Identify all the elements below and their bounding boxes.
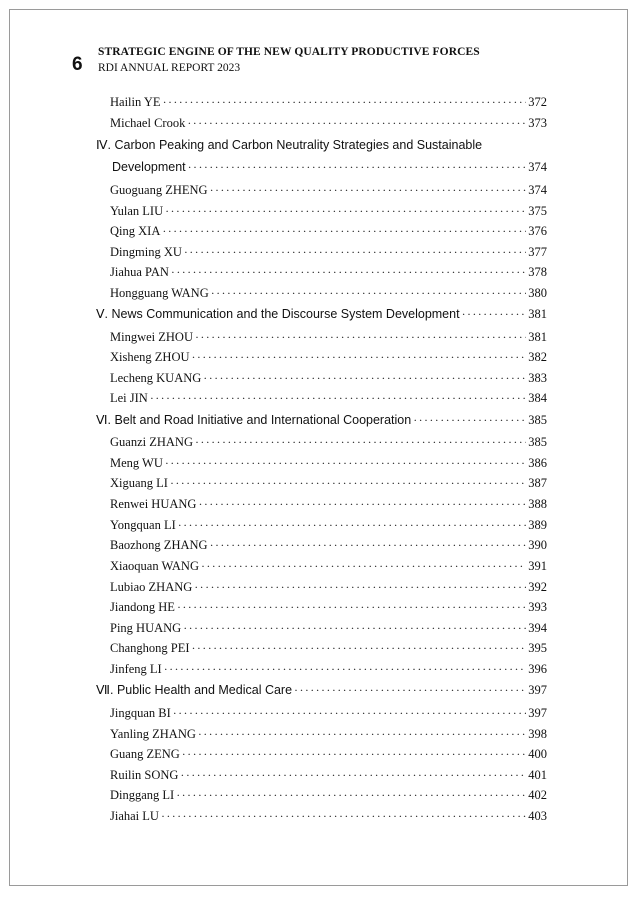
toc-entry-page: 391	[528, 559, 547, 573]
toc-entry-page: 375	[528, 204, 547, 218]
toc-section-heading[interactable]	[96, 306, 547, 322]
leader-dots	[177, 600, 526, 615]
toc-section-title: Development	[112, 160, 186, 174]
toc-entry-name: Xiguang LI	[110, 476, 168, 490]
toc-entry[interactable]	[110, 559, 547, 574]
toc-entry[interactable]	[110, 330, 547, 345]
leader-dots	[182, 747, 526, 762]
toc-entry-name: Jingquan BI	[110, 706, 171, 720]
leader-dots	[198, 497, 526, 512]
toc-entry-page: 376	[528, 224, 547, 238]
toc-section-title: Ⅴ. News Communication and the Discourse System Development	[96, 307, 460, 321]
toc-entry-page: 383	[528, 371, 547, 385]
leader-dots	[165, 456, 526, 471]
toc-section-page: 381	[528, 307, 547, 321]
leader-dots	[211, 286, 527, 301]
toc-entry[interactable]	[110, 538, 547, 553]
toc-entry-page: 402	[528, 788, 547, 802]
toc-entry-name: Xisheng ZHOU	[110, 350, 190, 364]
leader-dots	[195, 435, 526, 450]
toc-entry-name: Dinggang LI	[110, 788, 175, 802]
leader-dots	[176, 788, 526, 803]
leader-dots	[192, 350, 527, 365]
toc-section-page: 385	[528, 413, 547, 427]
toc-entry-name: Xiaoquan WANG	[110, 559, 199, 573]
toc-section-heading-line2[interactable]	[96, 160, 547, 175]
toc-entry-page: 389	[528, 518, 547, 532]
leader-dots	[173, 706, 526, 721]
leader-dots	[180, 768, 526, 783]
toc-entry[interactable]	[110, 265, 547, 280]
toc-entry-name: Meng WU	[110, 456, 163, 470]
leader-dots	[187, 116, 526, 131]
toc-entry-name: Ping HUANG	[110, 621, 182, 635]
toc-entry-page: 385	[528, 435, 547, 449]
toc-entry-name: Guanzi ZHANG	[110, 435, 193, 449]
leader-dots	[163, 95, 527, 110]
toc-entry-name: Jiandong HE	[110, 600, 175, 614]
toc-entry[interactable]	[110, 621, 547, 636]
toc-entry-name: Hongguang WANG	[110, 286, 209, 300]
toc-entry-name: Yulan LIU	[110, 204, 164, 218]
leader-dots	[192, 641, 527, 656]
leader-dots	[164, 662, 527, 677]
toc-entry-name: Lecheng KUANG	[110, 371, 202, 385]
toc-entry-page: 396	[528, 662, 547, 676]
toc-entry[interactable]	[110, 518, 547, 533]
toc-entry[interactable]	[110, 476, 547, 491]
toc-entry-name: Qing XIA	[110, 224, 161, 238]
toc-entry[interactable]	[110, 245, 547, 260]
toc-entry-page: 373	[528, 116, 547, 130]
toc-entry[interactable]	[110, 497, 547, 512]
toc-entry-name: Jiahai LU	[110, 809, 159, 823]
toc-section-page: 397	[528, 683, 547, 697]
toc-entry-page: 381	[528, 330, 547, 344]
leader-dots	[162, 224, 526, 239]
toc-entry-name: Ruilin SONG	[110, 768, 179, 782]
leader-dots	[210, 538, 527, 553]
toc-entry-page: 400	[528, 747, 547, 761]
leader-dots	[165, 204, 526, 219]
toc-entry-name: Dingming XU	[110, 245, 182, 259]
toc-entry-page: 398	[528, 727, 547, 741]
toc-entry[interactable]	[110, 371, 547, 386]
toc-entry[interactable]	[110, 116, 547, 131]
toc-entry-page: 380	[528, 286, 547, 300]
toc-entry-page: 393	[528, 600, 547, 614]
leader-dots	[178, 518, 527, 533]
toc-entry-page: 397	[528, 706, 547, 720]
toc-entry-page: 401	[528, 768, 547, 782]
toc-section-page: 374	[528, 160, 547, 174]
toc-entry-page: 403	[528, 809, 547, 823]
toc-entry-page: 395	[528, 641, 547, 655]
toc-entry-name: Hailin YE	[110, 95, 161, 109]
leader-dots	[203, 371, 526, 386]
toc-entry[interactable]	[110, 391, 547, 406]
leader-dots	[210, 183, 527, 198]
toc-section-heading-line1[interactable]: Ⅳ. Carbon Peaking and Carbon Neutrality Strategies and Sustainable	[96, 138, 483, 152]
toc-entry-page: 374	[528, 183, 547, 197]
toc-entry-name: Baozhong ZHANG	[110, 538, 208, 552]
toc-entry-page: 378	[528, 265, 547, 279]
leader-dots	[294, 683, 526, 698]
toc-entry-page: 372	[528, 95, 547, 109]
toc-entry-page: 382	[528, 350, 547, 364]
toc-entry[interactable]	[110, 183, 547, 198]
toc-entry[interactable]	[110, 641, 547, 656]
toc-section-title: Ⅵ. Belt and Road Initiative and International Cooperation	[96, 413, 412, 427]
toc-entry[interactable]	[110, 456, 547, 471]
toc-entry[interactable]	[110, 600, 547, 615]
toc-entry-name: Mingwei ZHOU	[110, 330, 193, 344]
toc-entry-page: 394	[528, 621, 547, 635]
running-header-subtitle: RDI ANNUAL REPORT 2023	[98, 62, 241, 74]
toc-entry-page: 377	[528, 245, 547, 259]
leader-dots	[150, 391, 526, 406]
toc-section-title: Ⅶ. Public Health and Medical Care	[96, 683, 293, 697]
toc-section-heading[interactable]	[96, 682, 547, 698]
leader-dots	[195, 330, 526, 345]
toc-entry-name: Jiahua PAN	[110, 265, 169, 279]
running-header-title: STRATEGIC ENGINE OF THE NEW QUALITY PRODUCTIVE FORCES	[98, 46, 480, 58]
toc-entry-page: 388	[528, 497, 547, 511]
toc-entry-page: 384	[528, 391, 547, 405]
toc-entry[interactable]	[110, 204, 547, 219]
toc-entry[interactable]	[110, 706, 547, 721]
toc-entry[interactable]	[110, 788, 547, 803]
toc-section-heading[interactable]	[96, 412, 547, 428]
toc-entry[interactable]	[110, 286, 547, 301]
toc-entry-name: Yongquan LI	[110, 518, 176, 532]
toc-entry-name: Yanling ZHANG	[110, 727, 196, 741]
toc-entry[interactable]	[110, 224, 547, 239]
toc-entry-name: Jinfeng LI	[110, 662, 162, 676]
toc-entry[interactable]	[110, 727, 547, 742]
toc-entry[interactable]	[110, 435, 547, 450]
toc-entry[interactable]	[110, 580, 547, 595]
toc-entry-name: Guoguang ZHENG	[110, 183, 208, 197]
toc-entry-name: Michael Crook	[110, 116, 186, 130]
toc-entry-page: 390	[528, 538, 547, 552]
toc-entry-name: Changhong PEI	[110, 641, 190, 655]
toc-entry[interactable]	[110, 768, 547, 783]
toc-entry-page: 386	[528, 456, 547, 470]
leader-dots	[194, 580, 526, 595]
toc-entry-name: Lei JIN	[110, 391, 148, 405]
toc-entry-name: Renwei HUANG	[110, 497, 197, 511]
leader-dots	[171, 265, 526, 280]
toc-entry[interactable]	[110, 662, 547, 677]
leader-dots	[413, 413, 526, 428]
page-number: 6	[72, 54, 83, 75]
leader-dots	[183, 621, 526, 636]
leader-dots	[170, 476, 526, 491]
leader-dots	[201, 559, 526, 574]
leader-dots	[184, 245, 526, 260]
toc-entry[interactable]	[110, 809, 547, 824]
leader-dots	[462, 307, 527, 322]
toc-entry-name: Guang ZENG	[110, 747, 180, 761]
leader-dots	[188, 160, 527, 175]
leader-dots	[161, 809, 526, 824]
toc-entry[interactable]	[110, 747, 547, 762]
toc-entry[interactable]	[110, 95, 547, 110]
toc-entry-page: 387	[528, 476, 547, 490]
leader-dots	[198, 727, 526, 742]
toc-entry-name: Lubiao ZHANG	[110, 580, 193, 594]
toc-entry[interactable]	[110, 350, 547, 365]
toc-entry-page: 392	[528, 580, 547, 594]
